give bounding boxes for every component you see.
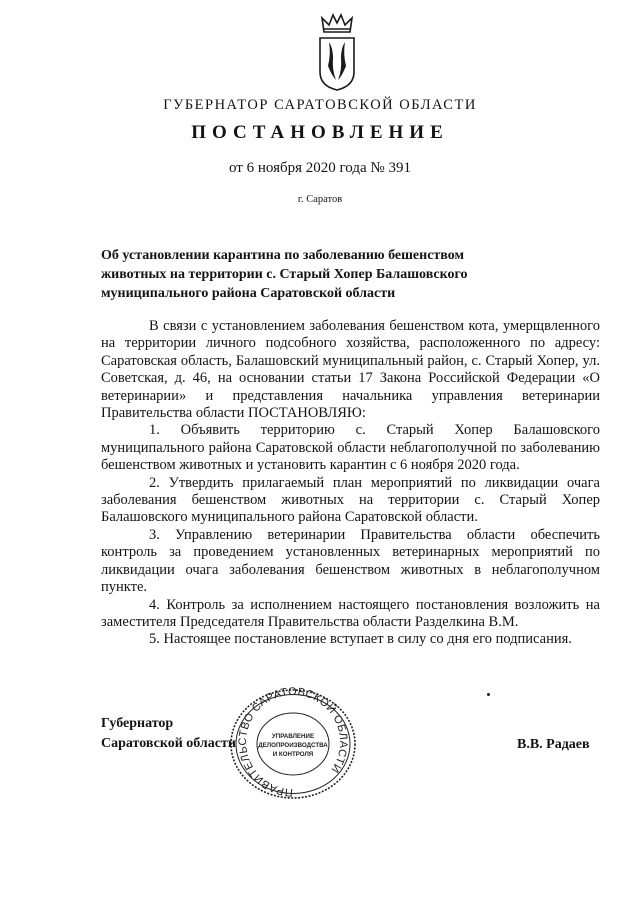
document-subject <box>101 246 521 303</box>
document-city: г. Саратов <box>297 194 343 205</box>
document-type-title: ПОСТАНОВЛЕНИЕ <box>191 122 449 143</box>
stamp-center-line: И КОНТРОЛЯ <box>272 751 314 758</box>
stamp-ring-text: ПРАВИТЕЛЬСТВО САРАТОВСКОЙ ОБЛАСТИ <box>237 686 350 799</box>
body-intro-paragraph: В связи с установлением заболевания бешенством кота, умерщвленного на территории личного подсобного хозяйства, расположенного по адресу: Саратовская область, Балашовский муниципальный район, с. Старый Хопер, ул. Советская, д. 46, на основании статьи 17 Закона Российской Федерации «О ветеринарии» и представления начальника управления ветеринарии Правительства области ПОСТАНОВЛЯЮ: <box>101 318 600 422</box>
stray-mark <box>487 693 490 696</box>
official-stamp <box>225 686 361 802</box>
issuing-authority: ГУБЕРНАТОР САРАТОВСКОЙ ОБЛАСТИ <box>163 97 477 113</box>
subject-line: муниципального района Саратовской области <box>101 286 396 301</box>
document-body <box>101 318 600 649</box>
subject-line: животных на территории с. Старый Хопер Балашовского <box>101 267 468 282</box>
signatory-name: В.В. Радаев <box>517 737 590 752</box>
signatory-position-line: Саратовской области <box>101 736 236 751</box>
document-date-number: от 6 ноября 2020 года № 391 <box>229 160 411 176</box>
coat-of-arms-emblem <box>314 10 360 92</box>
stamp-center-line: УПРАВЛЕНИЕ <box>271 733 315 740</box>
body-item-5: 5. Настоящее постановление вступает в силу со дня его подписания. <box>149 631 572 648</box>
body-item-4: 4. Контроль за исполнением настоящего постановления возложить на заместителя Председателя Правительства области Разделкина В.М. <box>101 596 600 630</box>
body-item-3: 3. Управлению ветеринарии Правительства области обеспечить контроль за проведением установленных ветеринарных мероприятий по ликвидации очага заболевания бешенством животных в неблагополучном пункте. <box>101 526 600 596</box>
body-item-1: 1. Объявить территорию с. Старый Хопер Балашовского муниципального района Саратовской области неблагополучной по заболеванию бешенством животных и установить карантин с 6 ноября 2020 года. <box>101 422 600 474</box>
stamp-center-line: ДЕЛОПРОИЗВОДСТВА <box>258 742 328 749</box>
body-item-2: 2. Утвердить прилагаемый план мероприятий по ликвидации очага заболевания бешенством животных на территории с. Старый Хопер Балашовского муниципального района Саратовской области. <box>101 474 600 526</box>
subject-line: Об установлении карантина по заболеванию бешенством <box>101 248 465 263</box>
signatory-position-line: Губернатор <box>101 716 174 731</box>
